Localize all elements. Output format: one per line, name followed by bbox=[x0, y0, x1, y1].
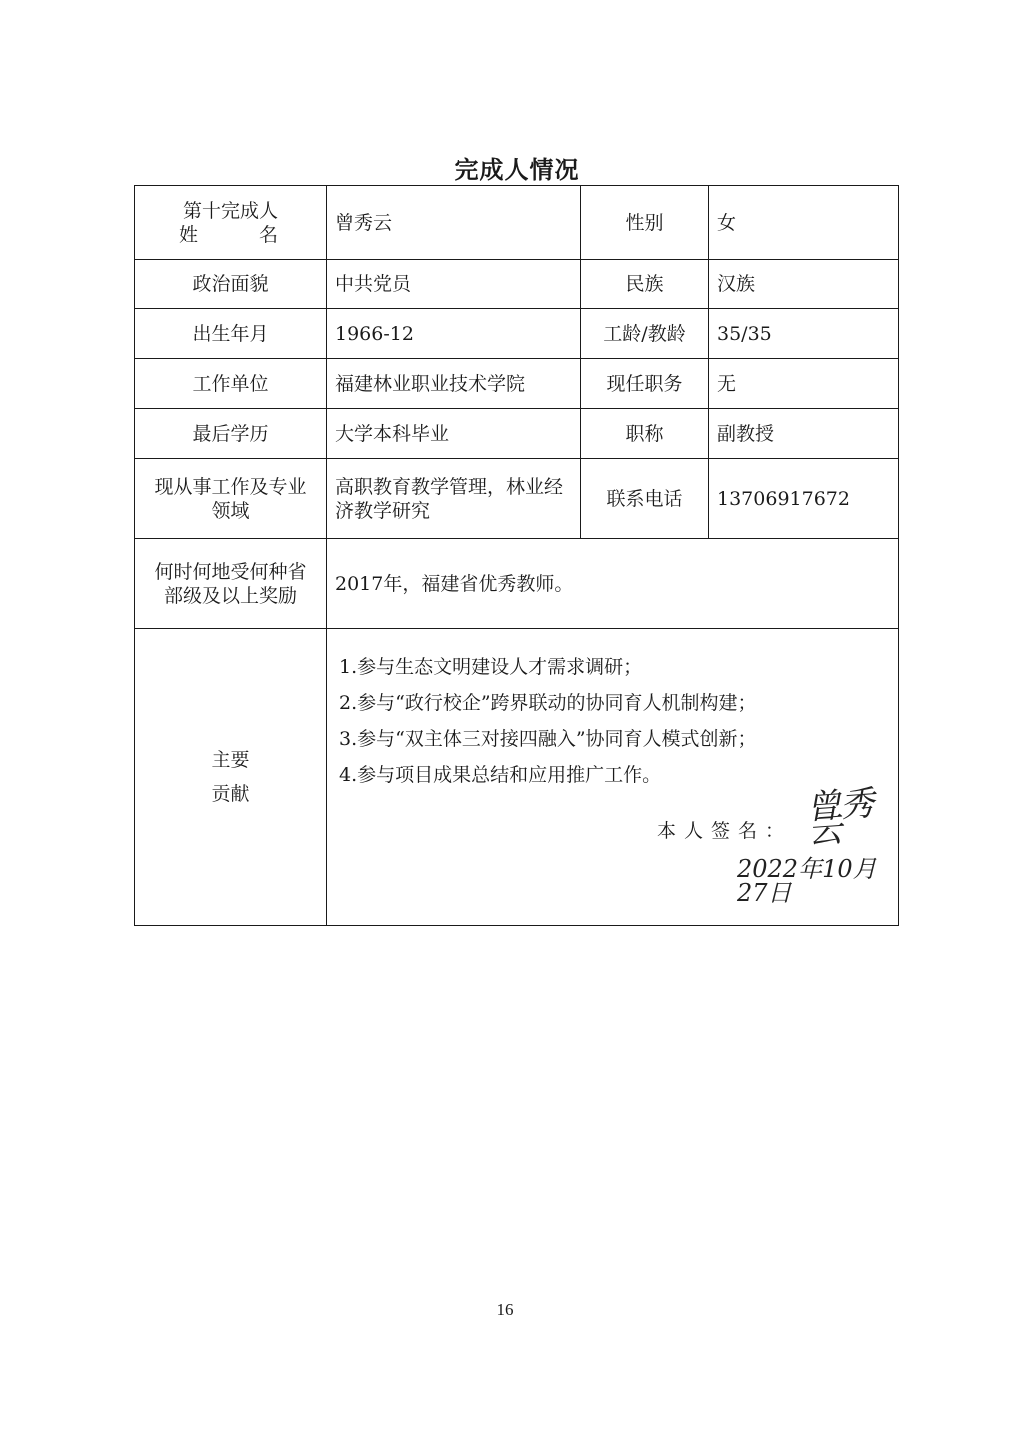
signature-area bbox=[327, 783, 898, 925]
contribution-content bbox=[327, 629, 899, 926]
name-label: 第十完成人 姓 名 bbox=[135, 186, 327, 260]
awards-value: 2017年，福建省优秀教师。 bbox=[327, 539, 899, 629]
row-contribution bbox=[135, 629, 899, 926]
list-item: 1.参与生态文明建设人才需求调研； bbox=[339, 656, 643, 678]
position-value: 无 bbox=[709, 359, 899, 409]
row-field bbox=[135, 459, 899, 539]
row-politics bbox=[135, 260, 899, 309]
seniority-label: 工龄/教龄 bbox=[581, 309, 709, 359]
birth-label: 出生年月 bbox=[135, 309, 327, 359]
phone-label: 联系电话 bbox=[581, 459, 709, 539]
row-employer bbox=[135, 359, 899, 409]
politics-value: 中共党员 bbox=[327, 260, 581, 309]
list-item: 2.参与“政行校企”跨界联动的协同育人机制构建； bbox=[339, 692, 757, 714]
contribution-label: 主要 贡献 bbox=[135, 629, 327, 926]
education-label: 最后学历 bbox=[135, 409, 327, 459]
signature-date: 2022年10月27日 bbox=[737, 855, 877, 907]
name-value: 曾秀云 bbox=[327, 186, 581, 260]
field-value: 高职教育教学管理，林业经济教学研究 bbox=[327, 459, 581, 539]
birth-value: 1966-12 bbox=[327, 309, 581, 359]
ethnicity-value: 汉族 bbox=[709, 260, 899, 309]
position-label: 现任职务 bbox=[581, 359, 709, 409]
page-number: 16 bbox=[496, 1300, 514, 1319]
title-value: 副教授 bbox=[709, 409, 899, 459]
education-value: 大学本科毕业 bbox=[327, 409, 581, 459]
row-name bbox=[135, 186, 899, 260]
row-birth bbox=[135, 309, 899, 359]
phone-value: 13706917672 bbox=[709, 459, 899, 539]
list-item: 3.参与“双主体三对接四融入”协同育人模式创新； bbox=[339, 728, 757, 750]
list-item: 4.参与项目成果总结和应用推广工作。 bbox=[339, 764, 662, 786]
ethnicity-label: 民族 bbox=[581, 260, 709, 309]
employer-label: 工作单位 bbox=[135, 359, 327, 409]
handwritten-signature: 曾秀云 bbox=[804, 783, 876, 853]
field-label: 现从事工作及专业领域 bbox=[135, 459, 327, 539]
signature-label: 本人签名： bbox=[657, 820, 793, 842]
contribution-list bbox=[327, 629, 898, 793]
gender-label: 性别 bbox=[581, 186, 709, 260]
employer-value: 福建林业职业技术学院 bbox=[327, 359, 581, 409]
row-awards bbox=[135, 539, 899, 629]
title-label: 职称 bbox=[581, 409, 709, 459]
seniority-value: 35/35 bbox=[709, 309, 899, 359]
awards-label: 何时何地受何种省部级及以上奖励 bbox=[135, 539, 327, 629]
page-title: 完成人情况 bbox=[454, 156, 580, 184]
row-education bbox=[135, 409, 899, 459]
politics-label: 政治面貌 bbox=[135, 260, 327, 309]
completer-info-table bbox=[134, 185, 899, 926]
gender-value: 女 bbox=[709, 186, 899, 260]
